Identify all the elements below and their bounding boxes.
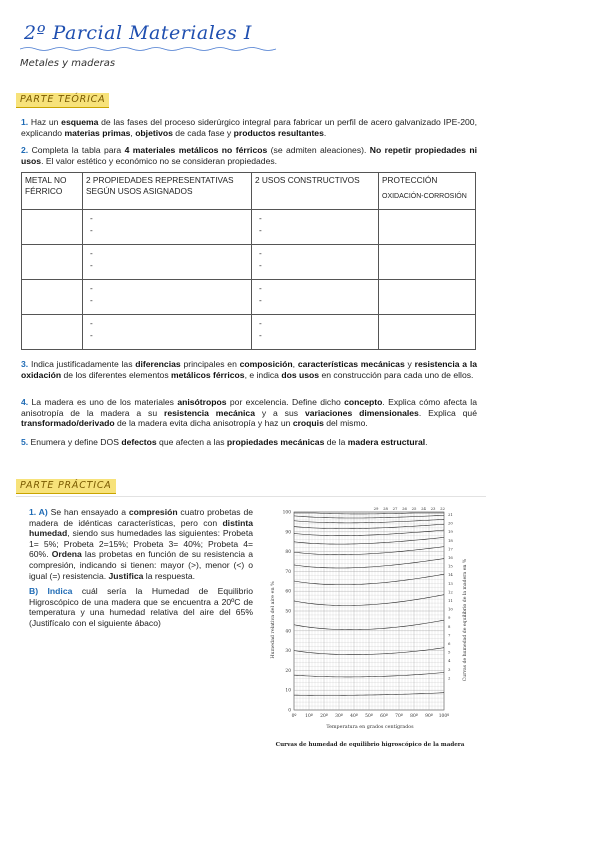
question-5: 5. Enumera y define DOS defectos que afecten a las propiedades mecánicas de la madera estructural. bbox=[21, 437, 428, 447]
y-tick-label: 60 bbox=[285, 589, 291, 595]
title-underline bbox=[20, 46, 280, 52]
curve-top-label: 28 bbox=[383, 506, 388, 511]
curve-right-label: 14 bbox=[448, 572, 453, 578]
y-tick-label: 100 bbox=[282, 510, 291, 516]
header-uses: 2 USOS CONSTRUCTIVOS bbox=[252, 173, 379, 210]
y-tick-label: 70 bbox=[285, 569, 291, 575]
curve-right-label: 6 bbox=[448, 641, 451, 646]
curve-right-label: 8 bbox=[448, 623, 451, 629]
x-tick-label: 40º bbox=[350, 714, 358, 719]
y-tick-label: 40 bbox=[285, 629, 291, 635]
chart-ticks bbox=[283, 506, 454, 719]
curve-right-label: 17 bbox=[448, 546, 453, 552]
curve-top-label: 26 bbox=[402, 506, 407, 511]
curve-top-label: 27 bbox=[392, 506, 398, 511]
curve-right-label: 7 bbox=[448, 632, 451, 638]
curve-right-label: 18 bbox=[448, 537, 453, 543]
table-header-row bbox=[22, 173, 476, 210]
chart-xlabel: Temperatura en grados centígrados bbox=[326, 725, 414, 730]
table-cell[interactable] bbox=[22, 245, 83, 280]
x-tick-label: 100º bbox=[438, 714, 450, 719]
table-cell[interactable]: - - bbox=[252, 210, 379, 245]
properties-table bbox=[21, 172, 476, 350]
x-tick-label: 0º bbox=[291, 714, 297, 719]
curve-right-label: 4 bbox=[448, 658, 451, 664]
y-tick-label: 50 bbox=[285, 609, 291, 615]
y-tick-label: 90 bbox=[285, 530, 291, 536]
page-title: 2º Parcial Materiales I bbox=[24, 22, 252, 44]
practice-part-b: B) Indica cuál sería la Humedad de Equilibrio Higroscópico de una madera que se encuentra a 20ºC de temperatura y una humedad relativa del aire del 65% (Justifícalo con el siguiente ábaco) bbox=[29, 586, 253, 628]
practice-part-a: 1. A) Se han ensayado a compresión cuatro probetas de madera de idénticas características, pero con distinta humedad, siendo sus humedades las siguientes: Probeta 1= 5%; Probeta 2=15%; Probeta 3= 40%; Probeta 4= 60%. Ordena las probetas en función de su resistencia a compresión, indicando si tienen: mayor (>), menor (<) o igual (=) resistencia. Justifica la respuesta. bbox=[29, 507, 253, 581]
y-tick-label: 80 bbox=[285, 550, 291, 556]
table-cell[interactable] bbox=[22, 210, 83, 245]
table-cell[interactable]: - - bbox=[252, 280, 379, 315]
section-divider bbox=[16, 496, 486, 497]
table-cell[interactable] bbox=[379, 245, 476, 280]
y-tick-label: 10 bbox=[285, 688, 291, 694]
x-tick-label: 60º bbox=[380, 714, 388, 719]
curve-right-label: 11 bbox=[448, 598, 453, 603]
x-tick-label: 20º bbox=[320, 714, 328, 719]
chart-ylabel: Humedad relativa del aire en % bbox=[271, 581, 276, 659]
x-tick-label: 80º bbox=[410, 714, 418, 719]
table-cell[interactable]: - - bbox=[83, 280, 252, 315]
section-label-theory: PARTE TEÓRICA bbox=[16, 93, 109, 108]
table-cell[interactable] bbox=[379, 210, 476, 245]
curve-top-label: 29 bbox=[373, 506, 379, 511]
table-cell[interactable] bbox=[22, 280, 83, 315]
table-cell[interactable]: - - bbox=[252, 245, 379, 280]
question-1: 1. Haz un esquema de las fases del proceso siderúrgico integral para fabricar un perfil de acero galvanizado IPE-200, explicando materias primas, objetivos de cada fase y productos resultantes. bbox=[21, 117, 477, 138]
curve-right-label: 2 bbox=[448, 675, 451, 681]
table-row bbox=[22, 280, 476, 315]
table-row bbox=[22, 210, 476, 245]
curve-top-label: 22 bbox=[440, 506, 445, 511]
question-4: 4. La madera es uno de los materiales anisótropos por excelencia. Define dicho concepto. Explica cómo afecta la anisotropía de la madera a su resistencia mecánica y a sus variaciones dimensionales. Explica qué transformado/derivado de la madera evita dicha anisotropía y haz un croquis del mismo. bbox=[21, 397, 477, 428]
chart-title: Curvas de humedad de equilibrio higroscópico de la madera bbox=[275, 742, 465, 748]
page-subtitle: Metales y maderas bbox=[20, 58, 116, 69]
curve-right-label: 10 bbox=[448, 606, 453, 612]
chart-grid bbox=[294, 512, 444, 710]
table-cell[interactable]: - - bbox=[252, 315, 379, 350]
curve-right-label: 15 bbox=[448, 563, 453, 569]
curve-top-label: 25 bbox=[411, 506, 417, 511]
curve-right-label: 12 bbox=[448, 589, 453, 595]
curve-right-label: 19 bbox=[448, 529, 453, 535]
curve-top-label: 23 bbox=[430, 506, 436, 511]
x-tick-label: 70º bbox=[395, 714, 403, 719]
header-properties: 2 PROPIEDADES REPRESENTATIVAS SEGÚN USOS ASIGNADOS bbox=[83, 173, 252, 210]
curve-right-label: 13 bbox=[448, 580, 453, 586]
curve-right-label: 5 bbox=[448, 649, 451, 655]
table-cell[interactable]: - - bbox=[83, 315, 252, 350]
x-tick-label: 10º bbox=[305, 714, 313, 719]
table-cell[interactable] bbox=[379, 315, 476, 350]
y-tick-label: 20 bbox=[285, 668, 291, 674]
chart-y2label: Curvas de humedad de equilibrio de la madera en % bbox=[463, 558, 468, 682]
table-cell[interactable]: - - bbox=[83, 245, 252, 280]
header-protection: PROTECCIÓN OXIDACIÓN-CORROSIÓN bbox=[379, 173, 476, 210]
table-cell[interactable]: - - bbox=[83, 210, 252, 245]
hygroscopic-chart bbox=[266, 500, 476, 752]
table-cell[interactable] bbox=[22, 315, 83, 350]
y-tick-label: 30 bbox=[285, 649, 291, 655]
curve-right-label: 21 bbox=[448, 512, 453, 517]
curve-right-label: 20 bbox=[448, 520, 453, 526]
curve-right-label: 3 bbox=[448, 666, 451, 672]
x-tick-label: 50º bbox=[365, 714, 373, 719]
x-tick-label: 90º bbox=[425, 714, 433, 719]
curve-right-label: 9 bbox=[448, 615, 451, 621]
practice-question-1 bbox=[29, 507, 253, 634]
table-cell[interactable] bbox=[379, 280, 476, 315]
question-2: 2. Completa la tabla para 4 materiales metálicos no férricos (se admiten aleaciones). No repetir propiedades ni usos. El valor estético y económico no se consideran propiedades. bbox=[21, 145, 477, 166]
y-tick-label: 0 bbox=[288, 708, 291, 714]
x-tick-label: 30º bbox=[335, 714, 343, 719]
curve-top-label: 24 bbox=[421, 506, 426, 511]
header-metal: METAL NO FÉRRICO bbox=[22, 173, 83, 210]
table-row bbox=[22, 245, 476, 280]
section-label-practice: PARTE PRÁCTICA bbox=[16, 479, 116, 494]
curve-right-label: 16 bbox=[448, 555, 453, 560]
table-row bbox=[22, 315, 476, 350]
question-3: 3. Indica justificadamente las diferencias principales en composición, características mecánicas y resistencia a la oxidación de los diferentes elementos metálicos férricos, e indica dos usos en construcción para cada uno de ellos. bbox=[21, 359, 477, 380]
